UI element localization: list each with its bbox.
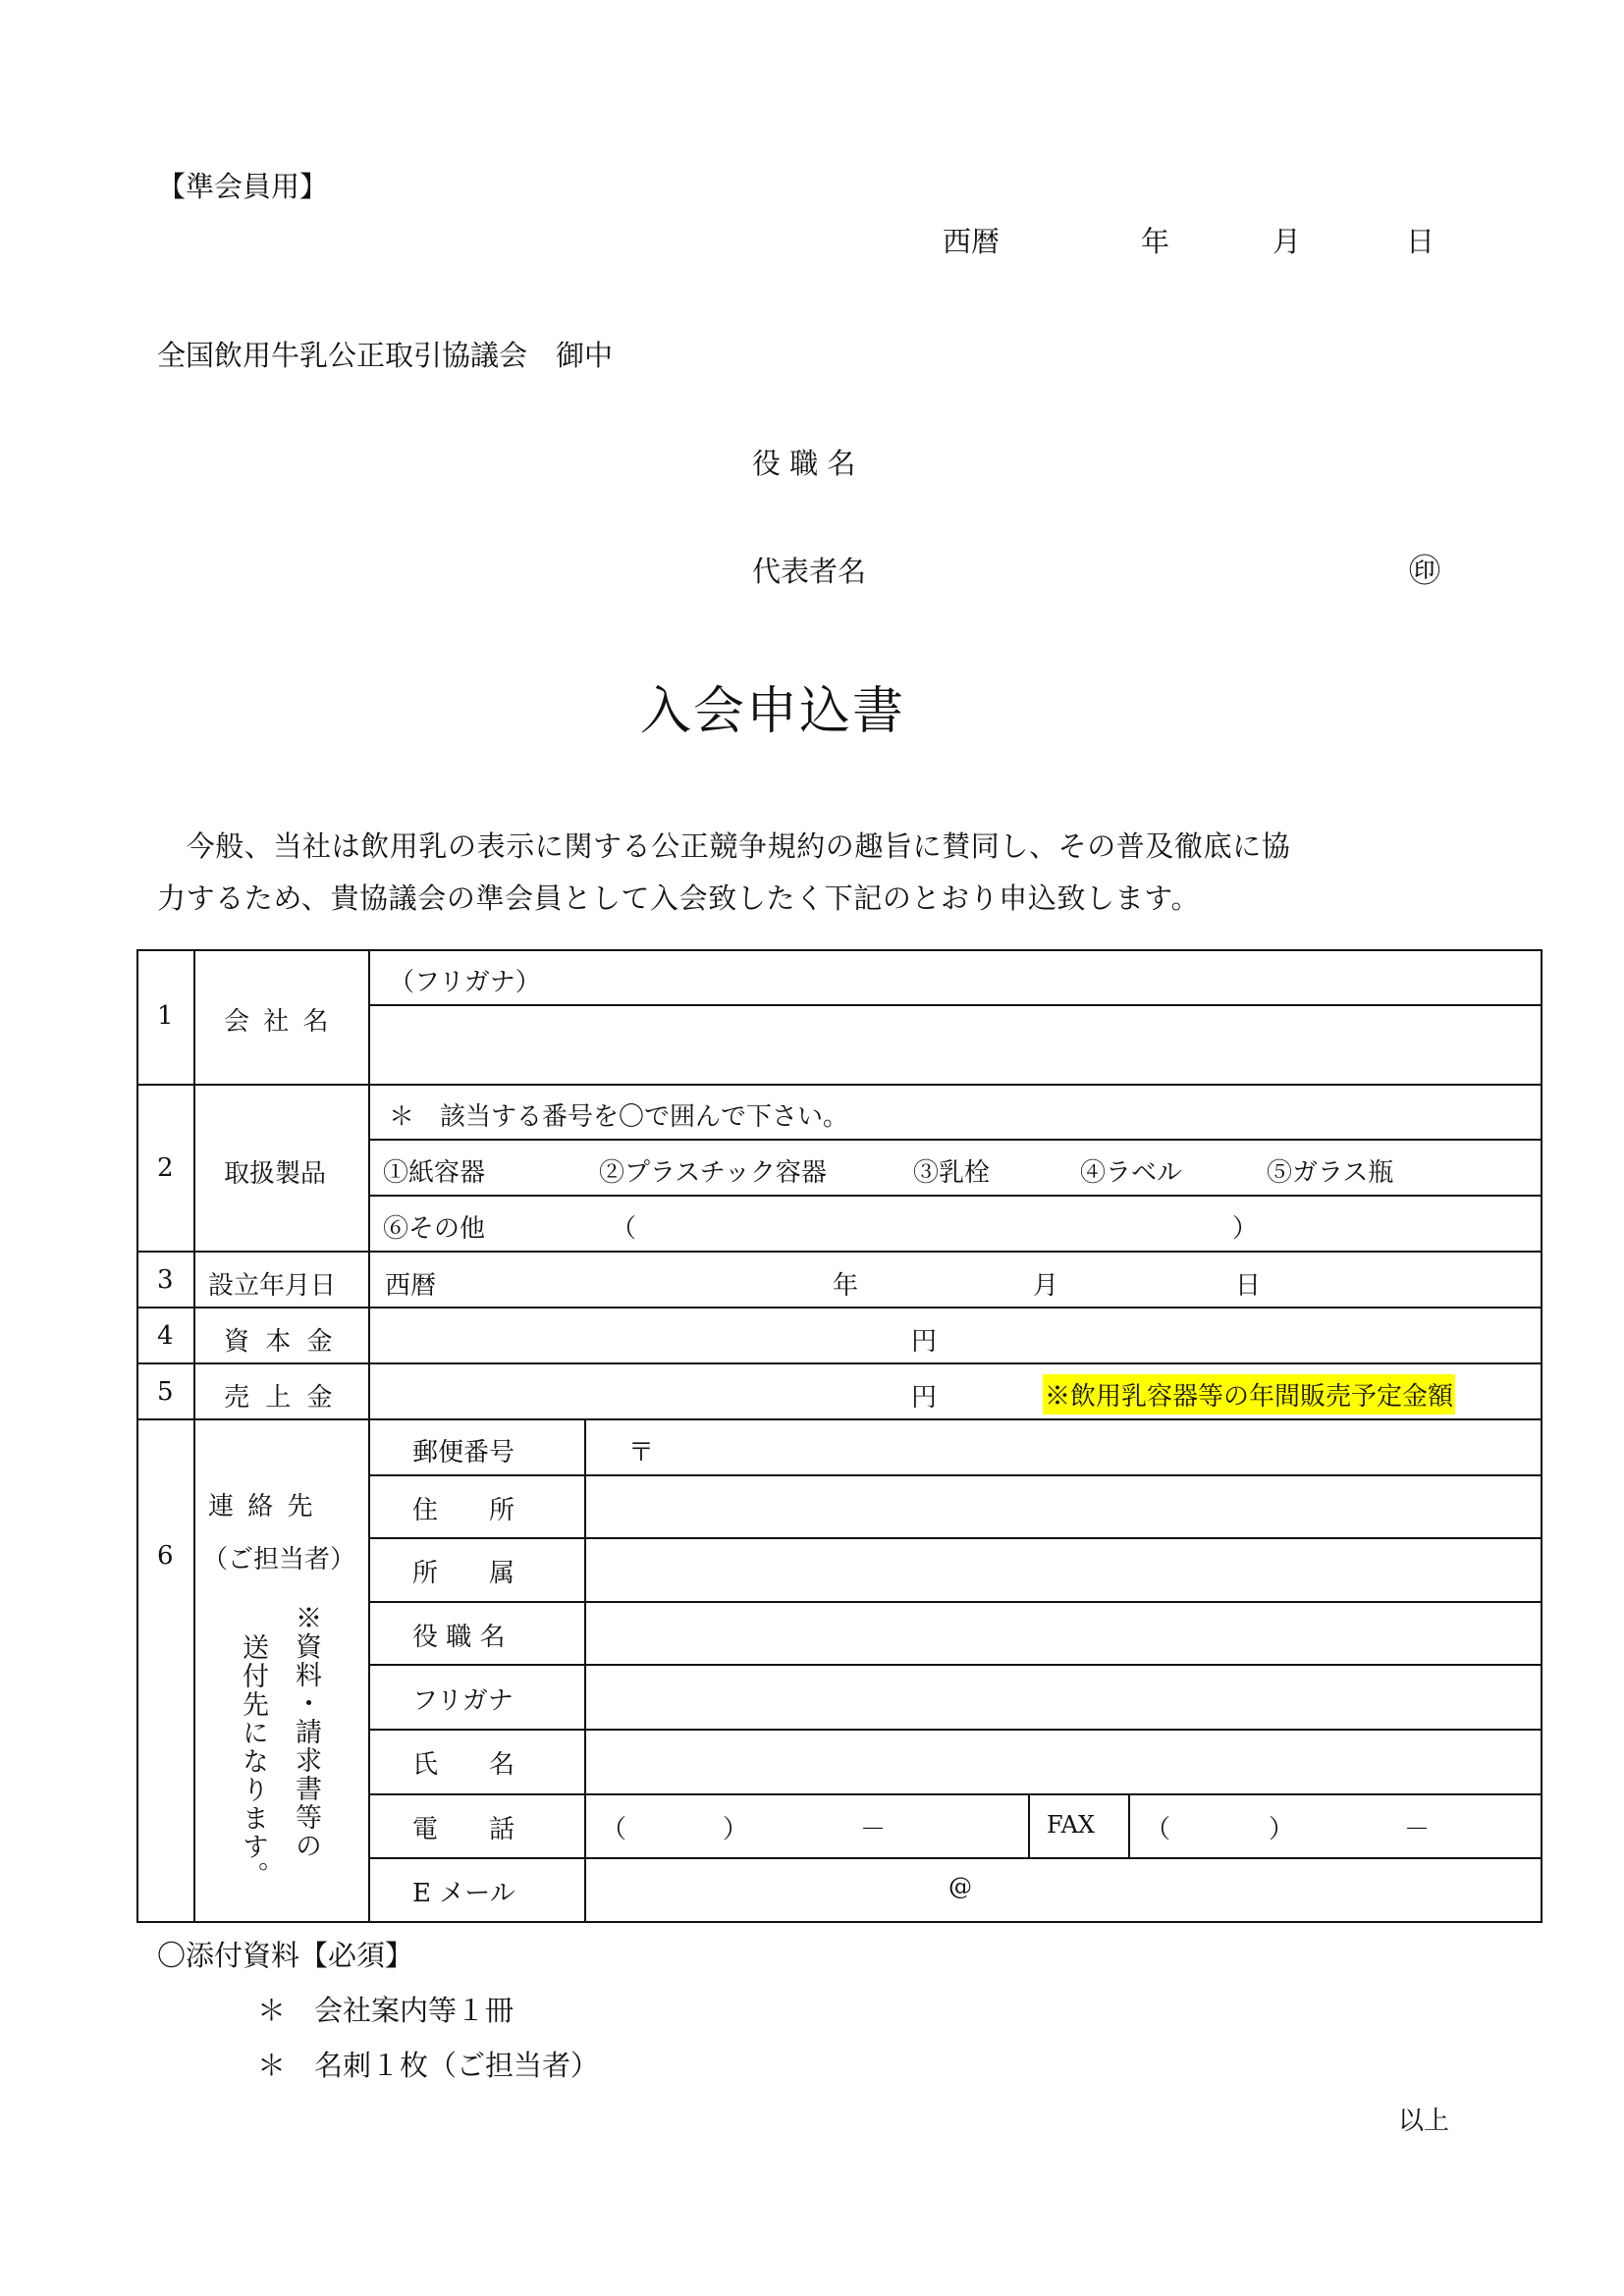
product-option-other[interactable]: ⑥その他 bbox=[383, 1214, 486, 1244]
company-name-field[interactable] bbox=[373, 1009, 1538, 1082]
row-3-number: 3 bbox=[157, 1265, 174, 1295]
product-option-label[interactable]: ④ラベル bbox=[1080, 1158, 1183, 1188]
established-month: 月 bbox=[1033, 1271, 1059, 1301]
email-at-mark: @ bbox=[948, 1873, 972, 1900]
page-title: 入会申込書 bbox=[640, 682, 906, 741]
sales-unit: 円 bbox=[911, 1383, 938, 1413]
capital-unit: 円 bbox=[911, 1327, 938, 1357]
contact-position-label: 役 職 名 bbox=[412, 1623, 506, 1652]
attachments-heading: 〇添付資料【必須】 bbox=[157, 1939, 414, 1972]
phone-open-paren: （ bbox=[601, 1815, 627, 1844]
seal-icon: ㊞ bbox=[1409, 552, 1441, 589]
date-day: 日 bbox=[1406, 225, 1435, 258]
established-day: 日 bbox=[1235, 1271, 1262, 1301]
contact-name-label: 氏 名 bbox=[412, 1750, 515, 1780]
contact-note-col-2: 送付先になります。 bbox=[238, 1633, 268, 1890]
affiliation-label: 所 属 bbox=[412, 1559, 515, 1588]
date-month: 月 bbox=[1272, 225, 1302, 258]
fax-close-paren: ） bbox=[1269, 1815, 1295, 1844]
product-option-cap[interactable]: ③乳栓 bbox=[913, 1158, 991, 1188]
product-option-paper[interactable]: ①紙容器 bbox=[383, 1158, 486, 1188]
capital-label: 資 本 金 bbox=[224, 1327, 337, 1357]
sales-label: 売 上 金 bbox=[224, 1383, 337, 1413]
category-label: 【準会員用】 bbox=[157, 170, 329, 203]
attachment-item-2: ＊ 名刺１枚（ご担当者） bbox=[257, 2049, 600, 2082]
intro-line-2: 力するため、貴協議会の準会員として入会致したく下記のとおり申込致します。 bbox=[157, 881, 1201, 915]
date-year: 年 bbox=[1141, 225, 1170, 258]
fax-label: FAX bbox=[1047, 1811, 1095, 1839]
position-label: 役 職 名 bbox=[752, 447, 856, 480]
established-year: 年 bbox=[833, 1271, 859, 1301]
contact-note-col-1: ※資料・請求書等の bbox=[291, 1604, 321, 1860]
other-close-paren: ） bbox=[1232, 1214, 1259, 1244]
other-open-paren: （ bbox=[611, 1214, 637, 1244]
established-label: 設立年月日 bbox=[208, 1271, 337, 1301]
fax-open-paren: （ bbox=[1145, 1815, 1171, 1844]
product-option-plastic[interactable]: ②プラスチック容器 bbox=[599, 1158, 827, 1188]
established-era: 西暦 bbox=[385, 1271, 437, 1301]
addressee: 全国飲用牛乳公正取引協議会 御中 bbox=[157, 339, 614, 372]
email-label: E メール bbox=[412, 1879, 515, 1908]
attachment-item-1: ＊ 会社案内等１冊 bbox=[257, 1994, 514, 2027]
fax-dash: － bbox=[1404, 1815, 1431, 1844]
contact-person-label: （ご担当者） bbox=[202, 1545, 356, 1575]
postal-label: 郵便番号 bbox=[412, 1438, 515, 1468]
products-note: ＊ 該当する番号を〇で囲んで下さい。 bbox=[389, 1102, 849, 1132]
company-furigana-label: （フリガナ） bbox=[389, 968, 541, 997]
row-4-number: 4 bbox=[157, 1321, 174, 1351]
contact-furigana-label: フリガナ bbox=[412, 1686, 514, 1716]
postal-mark: 〒 bbox=[628, 1438, 655, 1468]
products-label: 取扱製品 bbox=[224, 1159, 327, 1189]
row-1-number: 1 bbox=[157, 1001, 174, 1031]
phone-dash: － bbox=[860, 1815, 887, 1844]
row-6-number: 6 bbox=[157, 1541, 174, 1571]
product-option-glass[interactable]: ⑤ガラス瓶 bbox=[1267, 1158, 1394, 1188]
closing-text: 以上 bbox=[1398, 2107, 1450, 2136]
intro-line-1-text: 今般、当社は飲用乳の表示に関する公正競争規約の趣旨に賛同し、その普及徹底に協 bbox=[186, 829, 1291, 863]
address-field[interactable] bbox=[589, 1479, 1538, 1534]
contact-label: 連 絡 先 bbox=[208, 1492, 316, 1522]
sales-note: ※飲用乳容器等の年間販売予定金額 bbox=[1043, 1374, 1455, 1415]
row-2-number: 2 bbox=[157, 1153, 174, 1183]
date-era: 西暦 bbox=[943, 225, 1001, 258]
phone-label: 電 話 bbox=[412, 1815, 515, 1844]
representative-label: 代表者名 bbox=[752, 555, 867, 588]
address-label: 住 所 bbox=[412, 1496, 515, 1525]
company-name-label: 会 社 名 bbox=[224, 1007, 332, 1037]
phone-close-paren: ） bbox=[723, 1815, 749, 1844]
row-5-number: 5 bbox=[157, 1377, 174, 1407]
